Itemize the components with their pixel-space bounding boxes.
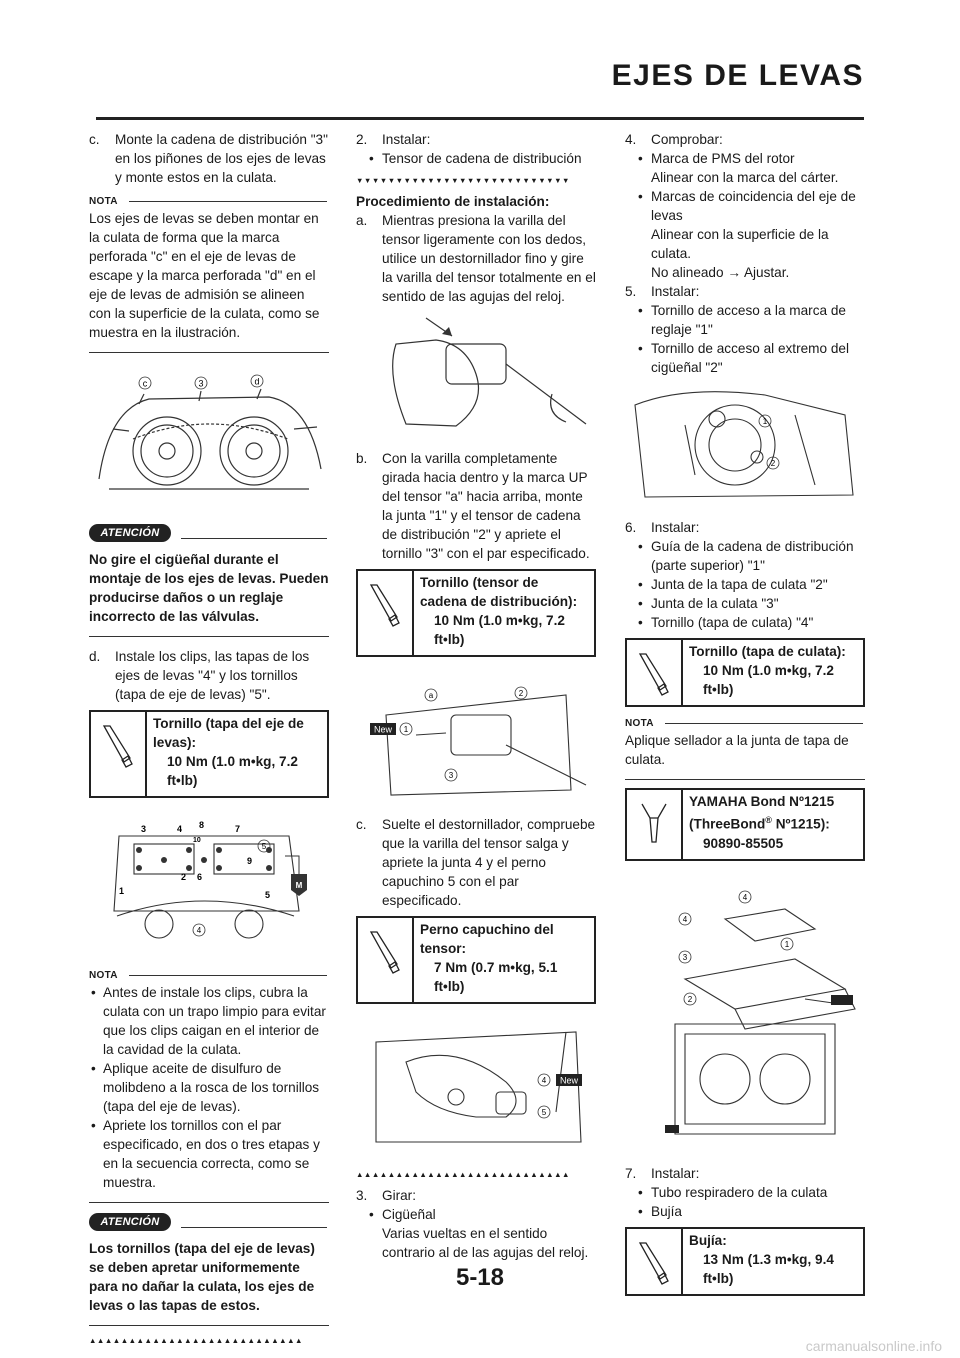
torque-spec-sparkplug: Bujía: 13 Nm (1.3 m•kg, 9.4 ft•lb) (625, 1227, 865, 1296)
svg-text:5: 5 (541, 1108, 547, 1117)
caution-text: No gire el cigüeñal durante el montaje de los ejes de levas. Pueden producirse daños o un reglaje incorrecto de las válvulas. (89, 552, 329, 624)
sealant-icon (627, 790, 683, 859)
procedure-end-marks: ▲▲▲▲▲▲▲▲▲▲▲▲▲▲▲▲▲▲▲▲▲▲▲▲▲▲▲ (356, 1170, 570, 1179)
torque-wrench-icon (91, 712, 147, 796)
caution-text: Los tornillos (tapa del eje de levas) se deben apretar uniformemente para no dañar la culata, los ejes de levas o las tapas de estos. (89, 1241, 315, 1313)
new-part-badge: New (373, 724, 393, 735)
tightening-sequence-figure (89, 816, 329, 946)
head-cover-gasket-figure (625, 879, 865, 1149)
svg-text:7: 7 (235, 824, 241, 834)
step-2-install: 2. Instalar: (356, 132, 431, 147)
list-item: • Tornillo (tapa de culata) "4" (638, 615, 814, 630)
header-rule (96, 117, 864, 120)
step-c-release: c. Suelte el destornillador, compruebe que la varilla del tensor salga y apriete la junta 4 y el perno capuchino 5 con el par especificado. (356, 817, 596, 908)
column-right: 4. Comprobar: • Marca de PMS del rotor Alinear con la marca del cárter. • Marcas de coincidencia del eje de levas Alinear con la superficie de la culata. No alineado → Ajustar. 5. Instalar: • Tornillo de acceso a la marca de reglaje "1" • Tornillo de acceso al extremo del cigüeñal "2" 1 2 6. Instalar: • Guía de la cadena de distribución (parte superior) "1" • Junta de la tapa de culata "2" • Junta de la culata "3" • Tornillo (tapa de culata) "4" Tornillo (tapa de culata): 10 Nm (1.0 m•kg, 7.2 ft•lb) NOTA Aplique sellador a la junta de tapa de culata. YAMAHA Bond Nº1215 (ThreeBond® Nº1215): 90890-85505 1 2 3 4 4 7. Instalar: • Tubo respiradero de la culata • Bujía Bujía: 13 Nm (1.3 m•kg, 9.4 ft•lb) (625, 130, 865, 1306)
svg-text:1: 1 (762, 417, 768, 426)
procedure-end-marks: ▲▲▲▲▲▲▲▲▲▲▲▲▲▲▲▲▲▲▲▲▲▲▲▲▲▲▲ (89, 1336, 303, 1345)
svg-text:3: 3 (682, 952, 688, 962)
svg-text:1: 1 (119, 886, 125, 896)
svg-text:1: 1 (784, 939, 790, 949)
nota-end-rule (89, 352, 329, 353)
watermark: carmanualsonline.info (805, 1338, 942, 1354)
svg-text:2: 2 (770, 459, 776, 468)
fig1-label-c: c (142, 378, 148, 389)
procedure-title: Procedimiento de instalación: (356, 194, 550, 209)
step-a: a. Mientras presiona la varilla del tensor ligeramente con los dedos, utilice un destornillador fino y gire la varilla del tensor totalmente en el sentido de las agujas del reloj. (356, 213, 596, 304)
fig1-label-3: 3 (198, 378, 204, 389)
nota-header: NOTA (625, 717, 865, 729)
svg-text:2: 2 (181, 872, 187, 882)
svg-text:a: a (428, 691, 434, 700)
svg-text:2: 2 (518, 689, 524, 698)
step-b: b. Con la varilla completamente girada hacia dentro y la marca UP del tensor "a" hacia arriba, monte la junta "1" y el tensor de cadena de distribución "2" y apriete el tornillo "3" con el par especificado. (356, 451, 590, 561)
list-item: • Marcas de coincidencia del eje de levas (638, 189, 856, 223)
nota-header: NOTA (89, 969, 329, 981)
svg-text:5: 5 (265, 890, 271, 900)
tensor-screwdriver-figure (356, 314, 596, 434)
svg-text:10: 10 (193, 837, 201, 844)
caution-badge: ATENCIÓN (89, 524, 171, 542)
svg-text:1: 1 (403, 725, 409, 734)
list-item: • Bujía (638, 1203, 682, 1219)
step-c-camchain: c. Monte la cadena de distribución "3" en los piñones de los ejes de levas y monte estos en la culata. (89, 132, 328, 185)
svg-text:8: 8 (199, 820, 205, 830)
tensor-install-figure (356, 675, 596, 800)
torque-spec-camcap: Tornillo (tapa del eje de levas): 10 Nm (1.0 m•kg, 7.2 ft•lb) (89, 710, 329, 798)
list-item: • Junta de la tapa de culata "2" (638, 577, 828, 592)
torque-spec-tensor: Tornillo (tensor de cadena de distribución): 10 Nm (1.0 m•kg, 7.2 ft•lb) (356, 569, 596, 657)
step-6-install: 6. Instalar: (625, 520, 700, 535)
moly-oil-icon: M (295, 881, 303, 890)
sealant-spec: YAMAHA Bond Nº1215 (ThreeBond® Nº1215): 90890-85505 (625, 788, 865, 861)
torque-wrench-icon (358, 571, 414, 655)
torque-spec-capbolt: Perno capuchino del tensor: 7 Nm (0.7 m•kg, 5.1 ft•lb) (356, 916, 596, 1004)
list-item: • Antes de instale los clips, cubra la culata con un trapo limpio para evitar que los clips caigan en el interior de la cavidad de la culata. (91, 985, 326, 1057)
column-middle: 2. Instalar: • Tensor de cadena de distribución ▼▼▼▼▼▼▼▼▼▼▼▼▼▼▼▼▼▼▼▼▼▼▼▼▼▼▼ Procedimiento de instalación: a. Mientras presiona la varilla del tensor ligeramente con los dedos, utilice un destornillador fino y gire la varilla del tensor totalmente en el sentido de las agujas del reloj. b. Con la varilla completamente girada hacia dentro y la marca UP del tensor "a" hacia arriba, monte la junta "1" y el tensor de cadena de distribución "2" y apriete el tornillo "3" con el par especificado. Tornillo (tensor de cadena de distribución): 10 Nm (1.0 m•kg, 7.2 ft•lb) New a 1 2 3 c. Suelte el destornillador, compruebe que la varilla del tensor salga y apriete la junta 4 y el perno capuchino 5 con el par especificado. Perno capuchino del tensor: 7 Nm (0.7 m•kg, 5.1 ft•lb) New 4 5 ▲▲▲▲▲▲▲▲▲▲▲▲▲▲▲▲▲▲▲▲▲▲▲▲▲▲▲ 3. Girar: • Cigüeñal Varias vueltas en el sentido contrario al de las agujas del reloj. (356, 132, 596, 1260)
svg-text:2: 2 (687, 994, 693, 1004)
list-item: • Tornillo de acceso al extremo del cigüeñal "2" (638, 341, 849, 375)
list-item: • Tubo respiradero de la culata (638, 1184, 828, 1200)
fig1-label-d: d (254, 376, 260, 387)
page-number: 5-18 (455, 1264, 505, 1291)
list-item: • Cigüeñal (369, 1207, 436, 1222)
fig2-label-4: 4 (196, 926, 202, 935)
svg-text:3: 3 (448, 771, 454, 780)
step-3-rotate: 3. Girar: (356, 1188, 416, 1203)
nota-header: NOTA (89, 195, 329, 207)
cap-bolt-figure (356, 1022, 596, 1147)
new-part-badge: New (559, 1075, 579, 1086)
caution-header (89, 524, 329, 544)
svg-text:4: 4 (541, 1076, 547, 1085)
nota-text: Los ejes de levas se deben montar en la culata de forma que la marca perforada "c" en el eje de levas de escape y la marca perforada "d" en el eje de levas de admisión se alineen con la superficie de la culata, como se muestra en la ilustración. (89, 211, 320, 340)
torque-wrench-icon (358, 918, 414, 1002)
caution-header (89, 1213, 329, 1233)
svg-text:4: 4 (682, 914, 688, 924)
step-5-install: 5. Instalar: (625, 284, 700, 299)
column-left (89, 130, 329, 1352)
step-4-check: 4. Comprobar: (625, 132, 723, 147)
svg-text:4: 4 (177, 824, 183, 834)
list-item: • Tensor de cadena de distribución (369, 151, 582, 166)
torque-wrench-icon (627, 640, 683, 705)
svg-text:6: 6 (197, 872, 203, 882)
svg-text:4: 4 (742, 892, 748, 902)
fig2-label-5: 5 (261, 842, 267, 851)
crankcase-cover-figure (625, 385, 865, 503)
list-item: • Tornillo de acceso a la marca de reglaje "1" (638, 303, 846, 337)
step-d-clips: d. Instale los clips, las tapas de los ejes de levas "4" y los tornillos (tapa de eje de levas) "5". (89, 649, 310, 702)
svg-text:3: 3 (141, 824, 147, 834)
list-item: • Junta de la culata "3" (638, 596, 779, 611)
list-item: • Guía de la cadena de distribución (parte superior) "1" (638, 539, 854, 573)
list-item: • Apriete los tornillos con el par especificado, en dos o tres etapas y en la secuencia correcta, como se muestra. (91, 1118, 320, 1190)
nota-text: Aplique sellador a la junta de tapa de culata. (625, 733, 849, 767)
page-title: EJES DE LEVAS (611, 59, 864, 92)
caution-badge: ATENCIÓN (89, 1213, 171, 1231)
list-item: • Aplique aceite de disulfuro de molibdeno a la rosca de los tornillos (tapa del eje de levas). (91, 1061, 320, 1114)
svg-text:9: 9 (247, 856, 253, 866)
torque-spec-headcover: Tornillo (tapa de culata): 10 Nm (1.0 m•kg, 7.2 ft•lb) (625, 638, 865, 707)
step-7-install: 7. Instalar: (625, 1165, 700, 1181)
camshaft-timing-figure (89, 369, 329, 499)
procedure-start-marks: ▼▼▼▼▼▼▼▼▼▼▼▼▼▼▼▼▼▼▼▼▼▼▼▼▼▼▼ (356, 176, 570, 185)
list-item: • Marca de PMS del rotor (638, 151, 795, 166)
nota-list (89, 981, 329, 1192)
